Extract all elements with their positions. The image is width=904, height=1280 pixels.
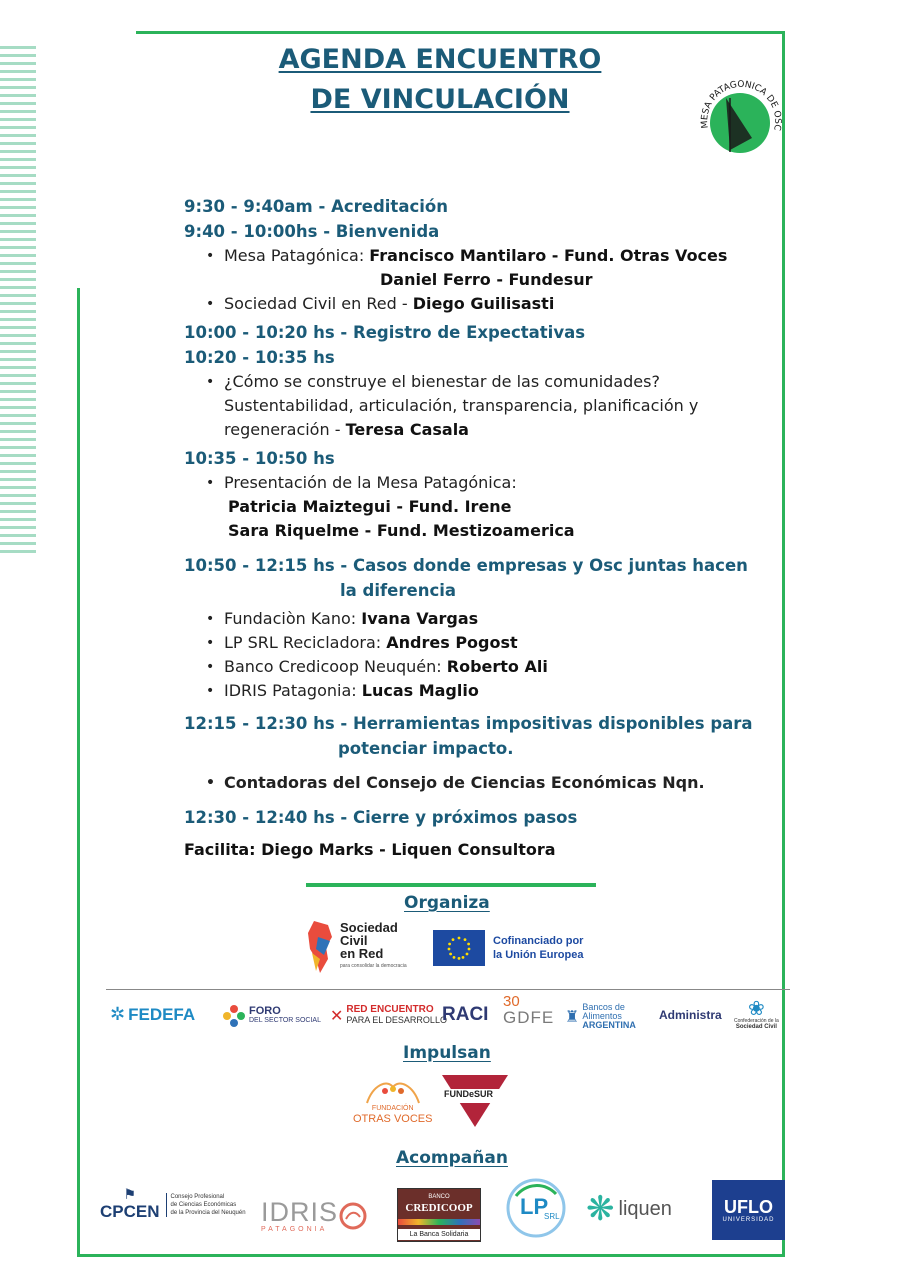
cpcen-logo: ⚑ CPCEN Consejo Profesional de Ciencias Económicas de la Provincia del Neuquén	[100, 1187, 246, 1221]
agenda-slot-casos: 10:50 - 12:15 hs - Casos donde empresas y Osc juntas hacen la diferencia	[184, 556, 748, 600]
banco-credicoop-logo: BANCO CREDICOOP La Banca Solidaria	[397, 1188, 481, 1242]
list-item: • Presentación de la Mesa Patagónica:	[184, 471, 774, 495]
presentacion-list	[184, 471, 774, 495]
eu-flag-icon	[433, 930, 485, 966]
red-encuentro-icon: ✕	[330, 1005, 344, 1025]
uflo-logo: UFLO UNIVERSIDAD	[712, 1180, 785, 1240]
agenda-slot-1035: 10:35 - 10:50 hs	[184, 449, 335, 468]
page-title	[240, 40, 640, 120]
red-encuentro-logo: ✕ RED ENCUENTRO PARA EL DESARROLLO	[330, 1004, 447, 1025]
agenda-slot-herramientas: 12:15 - 12:30 hs - Herramientas impositivas disponibles para potenciar impacto.	[184, 714, 753, 758]
fundesur-logo: FUNDeSUR	[442, 1075, 508, 1127]
cpcen-icon: ⚑	[123, 1187, 137, 1203]
presenter-line: Patricia Maiztegui - Fund. Irene	[228, 497, 512, 516]
frame-border-right	[782, 31, 785, 1257]
agenda	[184, 194, 774, 862]
list-item: • IDRIS Patagonia: Lucas Maglio	[184, 679, 774, 703]
list-item: • Mesa Patagónica: Francisco Mantilaro - Fund. Otras Voces	[184, 244, 774, 268]
list-item: • LP SRL Recicladora: Andres Pogost	[184, 631, 774, 655]
fundesur-triangle-icon	[442, 1075, 508, 1127]
list-item: • Sociedad Civil en Red - Diego Guilisasti	[184, 292, 774, 316]
scr-map-icon	[306, 919, 336, 975]
agenda-slot-acreditacion: 9:30 - 9:40am - Acreditación	[184, 197, 448, 216]
casos-list	[184, 607, 774, 703]
sociedad-civil-en-red-logo: Sociedad Civil en Red para consolidar la democracia	[306, 918, 416, 976]
seal-text: MESA PATAGONICA DE OSC	[700, 79, 783, 132]
bienvenida-list-2	[184, 292, 774, 316]
eu-cofinanced-logo: Cofinanciado por la Unión Europea	[433, 929, 603, 967]
foro-icon	[222, 1004, 246, 1028]
idris-circle-icon	[338, 1201, 368, 1231]
bienvenida-list	[184, 244, 774, 268]
frame-border-bottom	[77, 1254, 785, 1257]
facilitator: Facilita: Diego Marks - Liquen Consultora	[184, 840, 556, 859]
raci-logo: RACI	[442, 1004, 489, 1025]
decorative-stripes	[0, 46, 36, 558]
agenda-slot-cierre: 12:30 - 12:40 hs - Cierre y próximos pasos	[184, 808, 578, 827]
liquen-logo: ❋ liquen	[586, 1189, 672, 1229]
list-item	[184, 370, 774, 442]
idris-patagonia-logo: IDRIS PATAGONIA	[261, 1198, 368, 1233]
list-item: • Banco Credicoop Neuquén: Roberto Ali	[184, 655, 774, 679]
list-item-continuation: Daniel Ferro - Fundesur	[380, 270, 593, 289]
confederacion-icon: ❀	[748, 996, 765, 1020]
fundacion-otras-voces-logo: FUNDACIÓN OTRAS VOCES	[353, 1077, 432, 1125]
mesa-patagonica-seal-logo	[690, 68, 790, 168]
fedefa-logo: ✲ FEDEFA	[110, 1004, 196, 1025]
frame-border-top	[136, 31, 784, 34]
credicoop-rainbow	[398, 1219, 480, 1225]
bienestar-list	[184, 370, 774, 442]
impulsan-heading: Impulsan	[403, 1043, 491, 1063]
organiza-heading: Organiza	[404, 893, 490, 913]
foro-sector-social-logo: FORO DEL SECTOR SOCIAL	[222, 1004, 321, 1028]
divider-line	[106, 989, 790, 990]
liquen-icon: ❋	[586, 1189, 615, 1229]
bancos-alimentos-logo: ♜ Bancos de Alimentos ARGENTINA	[565, 1002, 636, 1030]
confederacion-sociedad-civil-logo: ❀ Confederación de la Sociedad Civil	[734, 996, 779, 1030]
acompanan-heading: Acompañan	[396, 1148, 508, 1168]
agenda-slot-bienvenida: 9:40 - 10:00hs - Bienvenida	[184, 222, 440, 241]
bancos-icon: ♜	[565, 1007, 580, 1026]
frame-border-left	[77, 288, 80, 1257]
title-line-1: AGENDA ENCUENTRO	[278, 44, 602, 75]
agenda-slot-expectativas: 10:00 - 10:20 hs - Registro de Expectativas	[184, 323, 586, 342]
list-item-line: Sustentabilidad, articulación, transparencia, planificación y	[224, 396, 699, 415]
presenter-line: Sara Riquelme - Fund. Mestizoamerica	[228, 521, 575, 540]
title-line-2: DE VINCULACIÓN	[310, 84, 570, 115]
agenda-slot-1020: 10:20 - 10:35 hs	[184, 348, 335, 367]
divider-bar	[306, 883, 596, 887]
administra-label: Administra	[659, 1008, 722, 1022]
contadoras-list	[184, 771, 774, 795]
list-item-line: regeneración - Teresa Casala	[224, 420, 469, 439]
fedefa-icon: ✲	[110, 1004, 126, 1025]
gdfe-logo: 30 GDFE	[503, 993, 555, 1027]
lp-srl-logo: LP SRL	[504, 1176, 568, 1240]
otras-voces-icon	[363, 1077, 423, 1105]
list-item: • Fundaciòn Kano: Ivana Vargas	[184, 607, 774, 631]
list-item: • Contadoras del Consejo de Ciencias Económicas Nqn.	[184, 771, 774, 795]
list-item-line: • ¿Cómo se construye el bienestar de las comunidades?	[224, 372, 660, 391]
